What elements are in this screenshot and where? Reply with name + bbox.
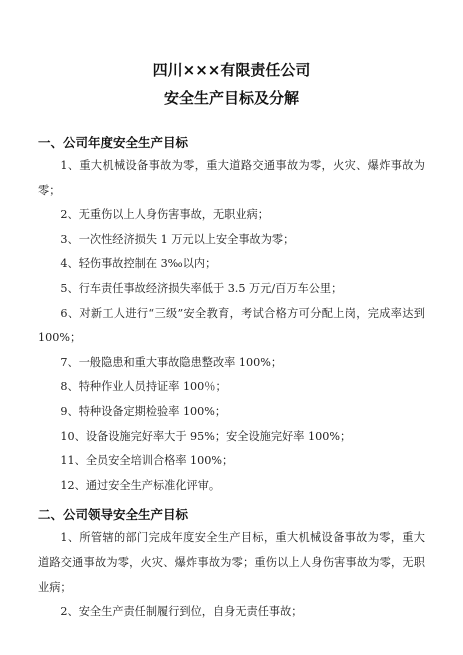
section-heading-leader-goals: 二、公司领导安全生产目标	[38, 507, 189, 523]
list-item: 6、对新工人进行“三级”安全教育，考试合格方可分配上岗，完成率达到 100%；	[38, 306, 425, 345]
list-item: 2、安全生产责任制履行到位，自身无责任事故；	[60, 605, 303, 619]
list-item: 9、特种设备定期检验率 100%；	[60, 404, 227, 418]
list-item: 1、重大机械设备事故为零，重大道路交通事故为零，火灾、爆炸事故为零；	[38, 159, 425, 197]
list-item: 3、一次性经济损失 1 万元以上安全事故为零；	[60, 232, 295, 246]
list-item: 1、所管辖的部门完成年度安全生产目标，重大机械设备事故为零，重大道路交通事故为零，火灾、爆炸事故为零；重伤以上人身伤害事故为零，无职业病；	[38, 531, 425, 594]
list-item: 12、通过安全生产标准化评审。	[60, 478, 221, 492]
list-item: 11、全员安全培训合格率 100%；	[60, 454, 234, 468]
document-title: 安全生产目标及分解	[163, 89, 299, 107]
list-item: 7、一般隐患和重大事故隐患整改率 100%；	[60, 355, 283, 369]
list-item: 8、特种作业人员持证率 100％；	[60, 380, 227, 394]
list-item: 2、无重伤以上人身伤害事故，无职业病；	[60, 208, 269, 222]
list-item: 5、行车责任事故经济损失率低于 3.5 万元/百万车公里；	[60, 281, 343, 295]
section-heading-annual-goals: 一、公司年度安全生产目标	[38, 135, 189, 150]
list-item: 4、轻伤事故控制在 3‰以内；	[60, 257, 217, 271]
company-title: 四川×××有限责任公司	[152, 61, 311, 79]
list-item: 10、设备设施完好率大于 95%；安全设施完好率 100%；	[60, 429, 352, 443]
